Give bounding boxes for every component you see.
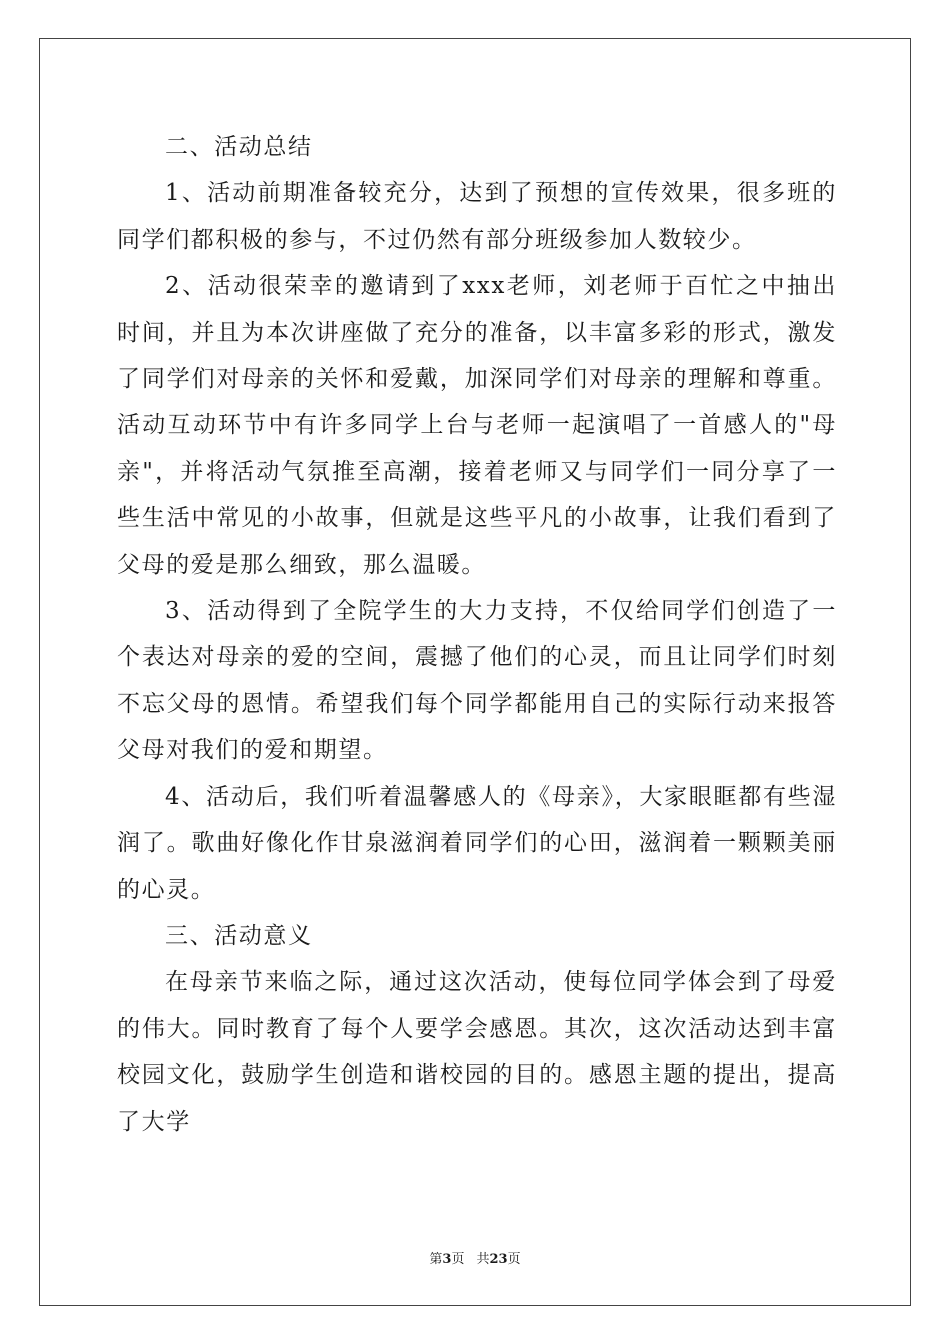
page-total: 23: [489, 1252, 508, 1267]
page-unit: 页: [451, 1252, 465, 1267]
total-prefix: 共: [476, 1252, 490, 1267]
section-heading-summary: 二、活动总结: [165, 134, 313, 160]
paragraph-summary-2: 2、活动很荣幸的邀请到了xxx老师，刘老师于百忙之中抽出时间，并且为本次讲座做了充分的准备，以丰富多彩的形式，激发了同学们对母亲的关怀和爱戴，加深同学们对母亲的理解和尊重。活动互动环节中有许多同学上台与老师一起演唱了一首感人的"母亲"，并将活动气氛推至高潮，接着老师又与同学们一同分享了一些生活中常见的小故事，但就是这些平凡的小故事，让我们看到了父母的爱是那么细致，那么温暖。: [117, 273, 837, 578]
paragraph-summary-4: 4、活动后，我们听着温馨感人的《母亲》，大家眼眶都有些湿润了。歌曲好像化作甘泉滋润着同学们的心田，滋润着一颗颗美丽的心灵。: [117, 783, 837, 903]
page-prefix: 第: [429, 1252, 443, 1267]
page-number: 3: [442, 1252, 452, 1267]
paragraph-summary-1: 1、活动前期准备较充分，达到了预想的宣传效果，很多班的同学们都积极的参与，不过仍然有部分班级参加人数较少。: [117, 180, 837, 253]
document-body: [117, 124, 837, 1145]
paragraph-significance: 在母亲节来临之际，通过这次活动，使每位同学体会到了母爱的伟大。同时教育了每个人要学会感恩。其次，这次活动达到丰富校园文化，鼓励学生创造和谐校园的目的。感恩主题的提出，提高了大学: [117, 969, 837, 1135]
total-unit: 页: [507, 1252, 521, 1267]
section-heading-significance: 三、活动意义: [165, 922, 313, 949]
page-footer: [0, 1248, 950, 1267]
paragraph-summary-3: 3、活动得到了全院学生的大力支持，不仅给同学们创造了一个表达对母亲的爱的空间，震撼了他们的心灵，而且让同学们时刻不忘父母的恩情。希望我们每个同学都能用自己的实际行动来报答父母对我们的爱和期望。: [117, 598, 837, 764]
